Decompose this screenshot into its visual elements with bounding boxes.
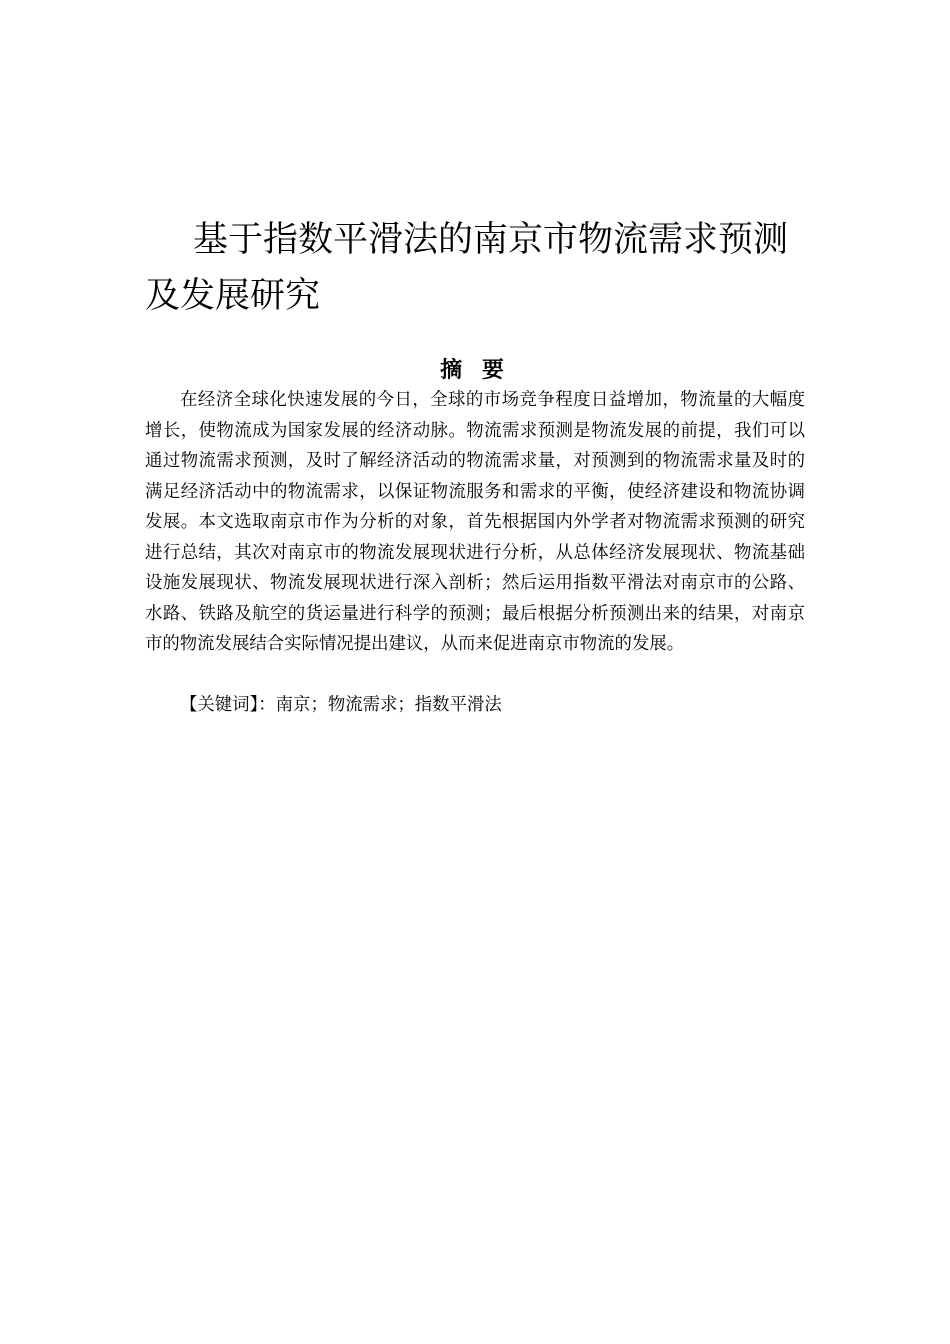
document-title: 基于指数平滑法的南京市物流需求预测及发展研究	[145, 220, 789, 316]
abstract-paragraph: 在经济全球化快速发展的今日，全球的市场竞争程度日益增加，物流量的大幅度增长，使物流成为国家发展的经济动脉。物流需求预测是物流发展的前提，我们可以通过物流需求预测，及时了解经济活动的物流需求量，对预测到的物流需求量及时的满足经济活动中的物流需求，以保证物流服务和需求的平衡，使经济建设和物流协调发展。本文选取南京市作为分析的对象，首先根据国内外学者对物流需求预测的研究进行总结，其次对南京市的物流发展现状进行分析，从总体经济发展现状、物流基础设施发展现状、物流发展现状进行深入剖析；然后运用指数平滑法对南京市的公路、水路、铁路及航空的货运量进行科学的预测；最后根据分析预测出来的结果，对南京市的物流发展结合实际情况提出建议，从而来促进南京市物流的发展。	[145, 390, 805, 654]
abstract-heading: 摘 要	[440, 358, 510, 383]
keywords-line	[145, 690, 805, 721]
keywords-text: 南京；物流需求；指数平滑法	[275, 695, 502, 715]
keywords-label: 【关键词】：	[180, 695, 276, 715]
